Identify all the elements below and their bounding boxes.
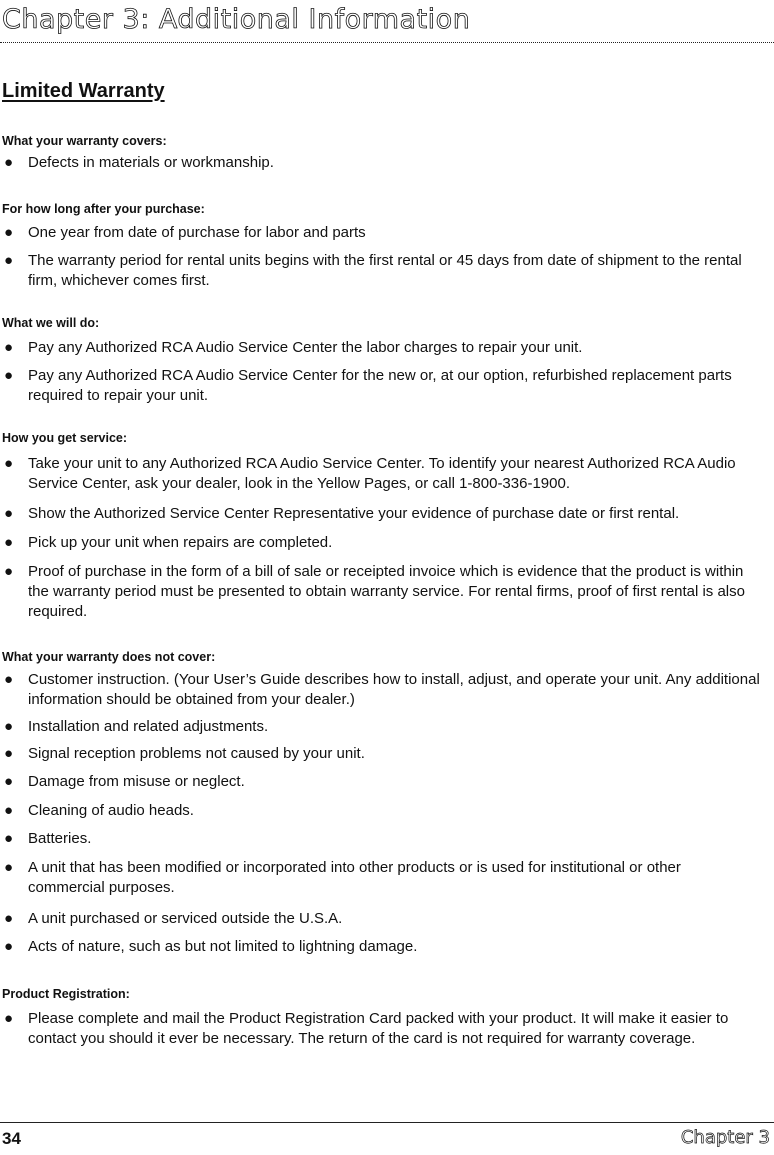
bullet-icon: ● — [4, 802, 14, 819]
bullet-icon: ● — [4, 455, 14, 472]
list-item: ● Defects in materials or workmanship. — [4, 154, 274, 171]
list-item: ● A unit that has been modified or incorporated into other products or is used for institutional or other commercial purposes. — [4, 859, 681, 896]
footer-rule — [0, 1122, 774, 1123]
list-item: ● Batteries. — [4, 830, 92, 847]
bullet-icon: ● — [4, 910, 14, 927]
list-item: ● Pay any Authorized RCA Audio Service Center for the new or, at our option, refurbished replacement parts required to repair your unit. — [4, 367, 732, 404]
list-item: ● Acts of nature, such as but not limited to lightning damage. — [4, 938, 418, 955]
list-item: ● Cleaning of audio heads. — [4, 802, 194, 819]
subheading-covers: What your warranty covers: — [2, 134, 167, 148]
page-number: 34 — [2, 1129, 21, 1148]
bullet-icon: ● — [4, 563, 14, 580]
chapter-title: Chapter 3: Additional Information — [2, 4, 471, 35]
bullet-icon: ● — [4, 671, 14, 688]
section-title: Limited Warranty — [2, 80, 165, 102]
subheading-what-we-do: What we will do: — [2, 316, 100, 330]
list-item: ● Installation and related adjustments. — [4, 718, 269, 735]
list-item: ● One year from date of purchase for labor and parts — [4, 224, 366, 241]
bullet-icon: ● — [4, 505, 14, 522]
subheading-not-cover: What your warranty does not cover: — [2, 650, 216, 664]
list-item: ● Customer instruction. (Your User’s Guide describes how to install, adjust, and operate your unit. Any additional information should be obtained from your dealer.) — [4, 671, 760, 708]
list-item: ● Take your unit to any Authorized RCA Audio Service Center. To identify your nearest Authorized RCA Audio Service Center, ask your dealer, look in the Yellow Pages, or call 1-800-336-1900. — [4, 455, 736, 492]
list-item: ● Pick up your unit when repairs are completed. — [4, 534, 333, 551]
bullet-icon: ● — [4, 773, 14, 790]
subheading-how-long: For how long after your purchase: — [2, 202, 205, 216]
bullet-icon: ● — [4, 154, 14, 171]
list-item: ● Please complete and mail the Product Registration Card packed with your product. It will make it easier to contact you should it ever be necessary. The return of the card is not required for warranty coverage. — [4, 1010, 729, 1047]
bullet-icon: ● — [4, 938, 14, 955]
subheading-get-service: How you get service: — [2, 431, 128, 445]
subheading-registration: Product Registration: — [2, 987, 130, 1001]
bullet-icon: ● — [4, 339, 14, 356]
footer-chapter-label: Chapter 3 — [680, 1127, 770, 1148]
list-item: ● Damage from misuse or neglect. — [4, 773, 245, 790]
list-item: ● Signal reception problems not caused by your unit. — [4, 745, 365, 762]
bullet-icon: ● — [4, 1010, 14, 1027]
header-rule — [0, 42, 774, 43]
bullet-icon: ● — [4, 830, 14, 847]
bullet-icon: ● — [4, 252, 14, 269]
bullet-icon: ● — [4, 859, 14, 876]
list-item: ● Proof of purchase in the form of a bill of sale or receipted invoice which is evidence that the product is within the warranty period must be presented to obtain warranty service. For rental firms, proof of first rental is also required. — [4, 563, 745, 620]
bullet-icon: ● — [4, 367, 14, 384]
list-item: ● A unit purchased or serviced outside the U.S.A. — [4, 910, 343, 927]
bullet-icon: ● — [4, 534, 14, 551]
list-item: ● The warranty period for rental units begins with the first rental or 45 days from date of shipment to the rental firm, whichever comes first. — [4, 252, 742, 289]
bullet-icon: ● — [4, 745, 14, 762]
list-item: ● Pay any Authorized RCA Audio Service Center the labor charges to repair your unit. — [4, 339, 583, 356]
bullet-icon: ● — [4, 718, 14, 735]
bullet-icon: ● — [4, 224, 14, 241]
list-item: ● Show the Authorized Service Center Representative your evidence of purchase date or first rental. — [4, 505, 680, 522]
